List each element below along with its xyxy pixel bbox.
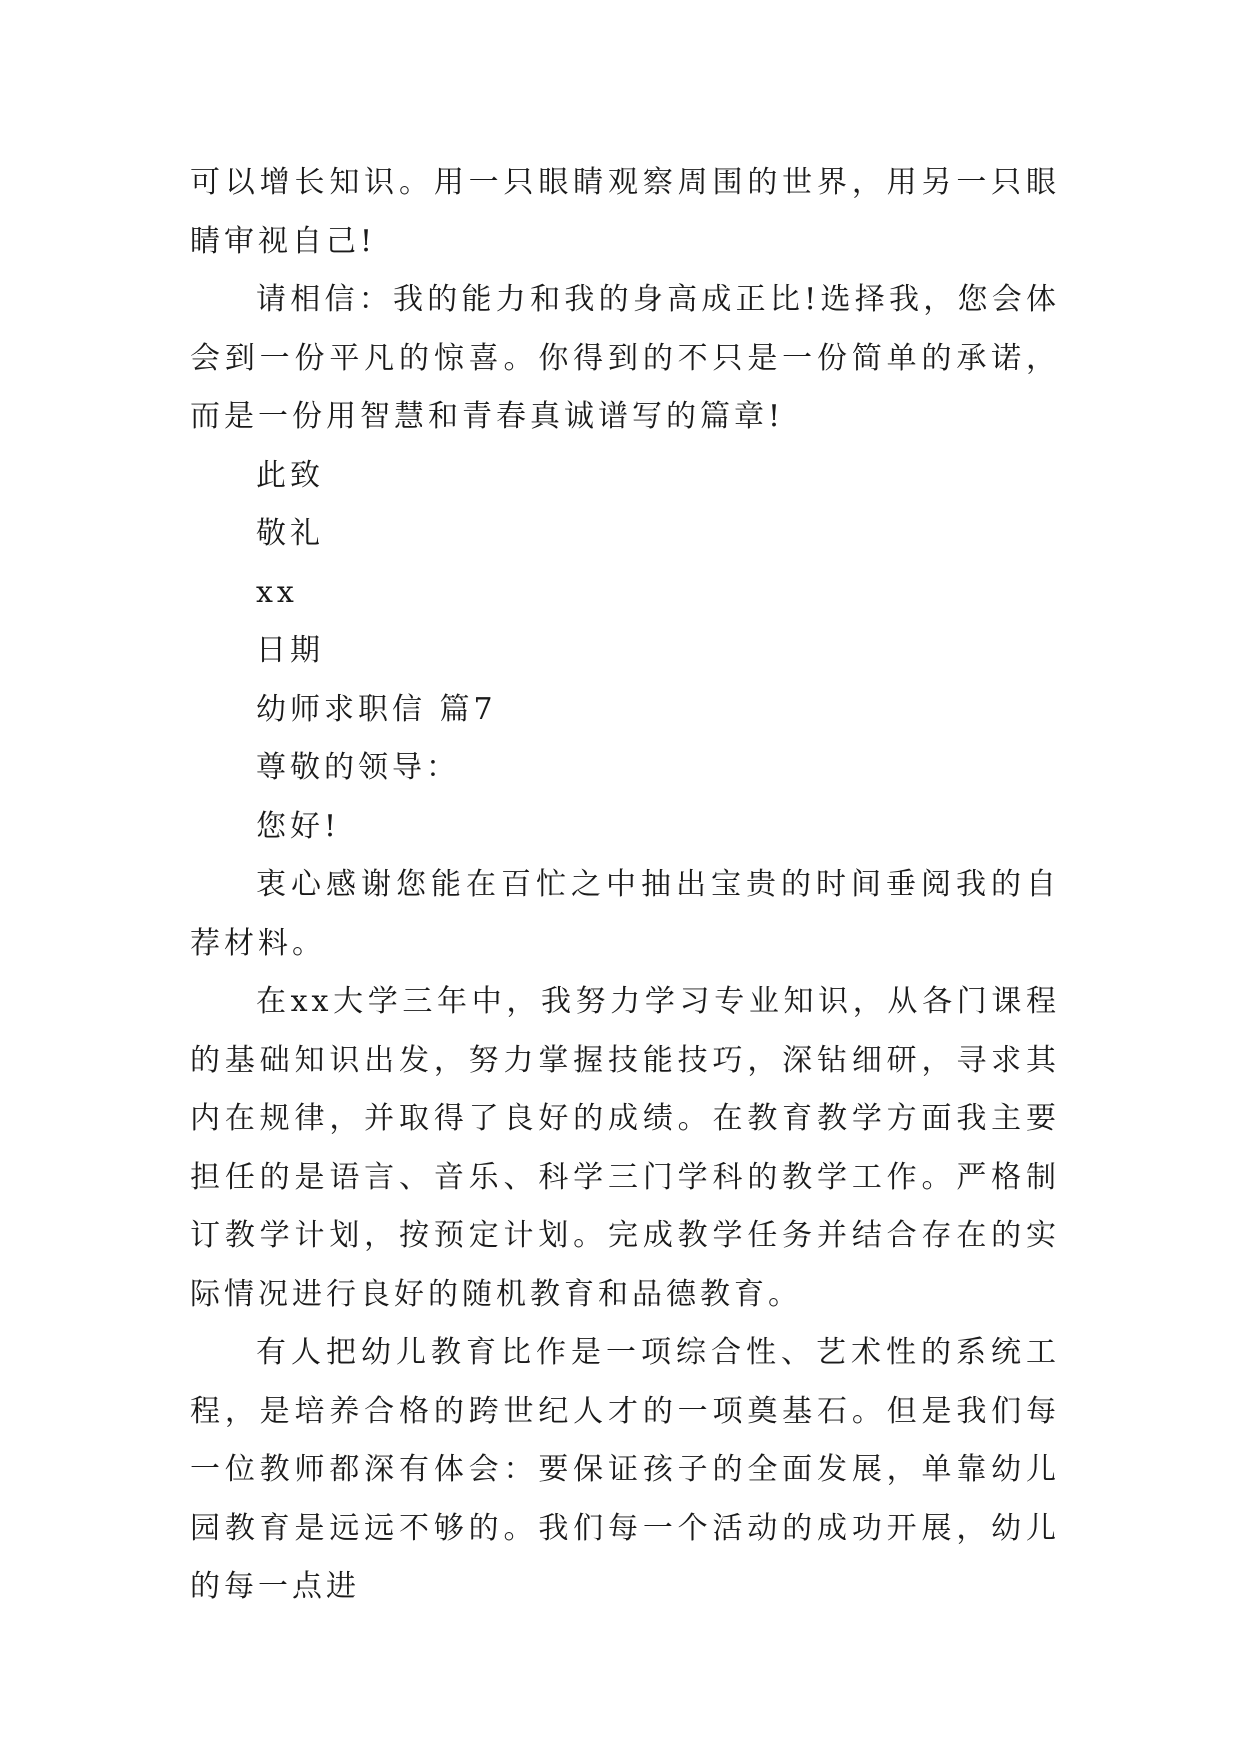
closing-line-2: 敬礼 [256,516,324,551]
greeting: 您好! [256,808,341,844]
paragraph-thanks: 衷心感谢您能在百忙之中抽出宝贵的时间垂阅我的自荐材料。 [190,867,1060,961]
salutation: 尊敬的领导： [256,750,460,785]
paragraph-university: 在xx大学三年中，我努力学习专业知识，从各门课程的基础知识出发，努力掌握技能技巧，深钻细研，寻求其内在规律，并取得了良好的成绩。在教育教学方面我主要担任的是语言、音乐、科学三门学科的教学工作。严格制订教学计划，按预定计划。完成教学任务并结合存在的实际情况进行良好的随机教育和品德教育。 [190,984,1060,1312]
document-page [190,154,1060,1617]
closing-line-1: 此致 [256,457,324,493]
signature: xx [256,574,298,610]
paragraph-belief: 请相信：我的能力和我的身高成正比!选择我，您会体会到一份平凡的惊喜。你得到的不只是一份简单的承诺，而是一份用智慧和青春真诚谱写的篇章! [190,282,1060,434]
paragraph-continuation: 可以增长知识。用一只眼睛观察周围的世界，用另一只眼睛审视自己! [190,165,1060,259]
section-title: 幼师求职信 篇7 [256,691,497,727]
paragraph-education: 有人把幼儿教育比作是一项综合性、艺术性的系统工程，是培养合格的跨世纪人才的一项奠基石。但是我们每一位教师都深有体会：要保证孩子的全面发展，单靠幼儿园教育是远远不够的。我们每一个活动的成功开展，幼儿的每一点进 [190,1335,1060,1604]
date-line: 日期 [256,633,324,668]
